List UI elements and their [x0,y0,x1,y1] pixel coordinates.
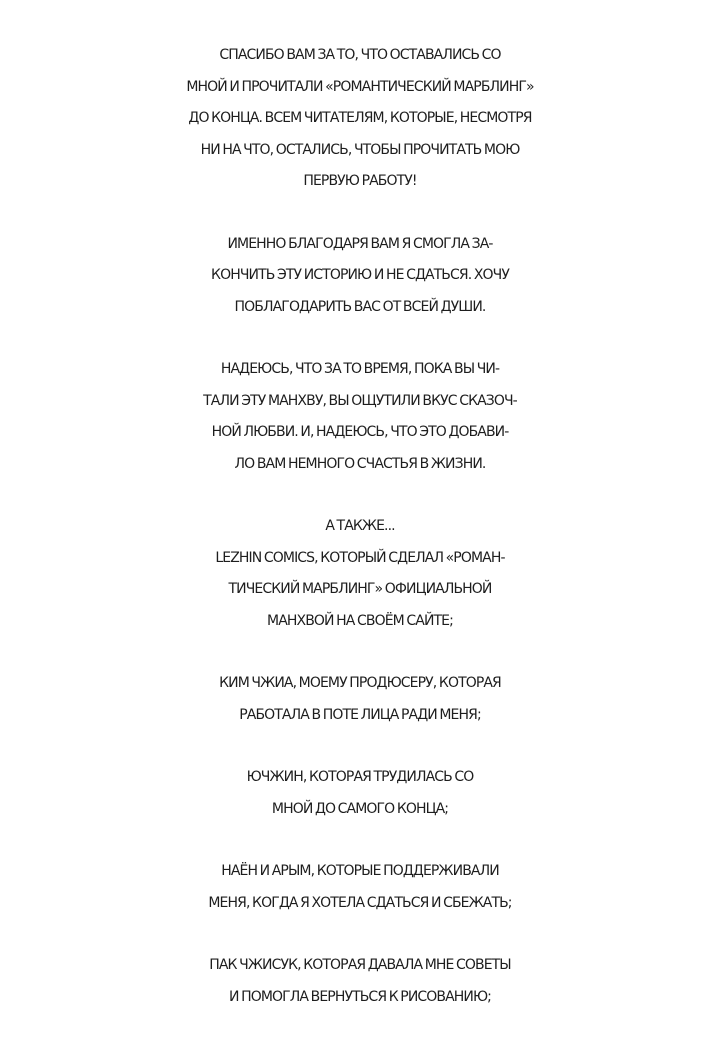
text-line: МЕНЯ, КОГДА Я ХОТЕЛА СДАТЬСЯ И СБЕЖАТЬ; [208,894,512,911]
text-line: НИ НА ЧТО, ОСТАЛИСЬ, ЧТОБЫ ПРОЧИТАТЬ МОЮ [200,141,520,158]
text-line: LEZHIN COMICS, КОТОРЫЙ СДЕЛАЛ «РОМАН- [215,549,505,566]
text-line: НАДЕЮСЬ, ЧТО ЗА ТО ВРЕМЯ, ПОКА ВЫ ЧИ- [220,361,500,377]
text-line: НАЁН И АРЫМ, КОТОРЫЕ ПОДДЕРЖИВАЛИ [221,863,499,879]
paragraph-pak-jisuk [0,950,720,1013]
text-line: РАБОТАЛА В ПОТЕ ЛИЦА РАДИ МЕНЯ; [239,706,481,723]
text-line: И ПОМОГЛА ВЕРНУТЬСЯ К РИСОВАНИЮ; [228,988,492,1005]
text-line: ТИЧЕСКИЙ МАРБЛИНГ» ОФИЦИАЛЬНОЙ [228,581,492,597]
paragraph-yujin [0,762,720,825]
paragraph-gratitude [0,229,720,324]
paragraph-hope [0,354,720,480]
text-line: ТАЛИ ЭТУ МАНХВУ, ВЫ ОЩУТИЛИ ВКУС СКАЗОЧ- [203,392,517,409]
afterword-page [0,40,720,1044]
paragraph-thanks-readers [0,40,720,198]
text-line: ДО КОНЦА. ВСЕМ ЧИТАТЕЛЯМ, КОТОРЫЕ, НЕСМОТРЯ [188,110,532,126]
text-line: КИМ ЧЖИА, МОЕМУ ПРОДЮСЕРУ, КОТОРАЯ [219,675,501,691]
text-line: СПАСИБО ВАМ ЗА ТО, ЧТО ОСТАВАЛИСЬ СО [219,47,501,63]
text-line: ПОБЛАГОДАРИТЬ ВАС ОТ ВСЕЙ ДУШИ. [234,298,486,315]
text-line: МАНХВОЙ НА СВОЁМ САЙТЕ; [267,612,453,629]
text-line: ИМЕННО БЛАГОДАРЯ ВАМ Я СМОГЛА ЗА- [227,235,493,252]
text-line: КОНЧИТЬ ЭТУ ИСТОРИЮ И НЕ СДАТЬСЯ. ХОЧУ [211,267,509,283]
text-line: ПЕРВУЮ РАБОТУ! [303,173,417,189]
paragraph-nayeon-arym [0,856,720,919]
text-line: МНОЙ И ПРОЧИТАЛИ «РОМАНТИЧЕСКИЙ МАРБЛИНГ» [186,78,534,95]
paragraph-producer [0,668,720,731]
text-line: НОЙ ЛЮБВИ. И, НАДЕЮСЬ, ЧТО ЭТО ДОБАВИ- [211,424,509,440]
text-line: А ТАКЖЕ... [325,518,395,534]
text-line: МНОЙ ДО САМОГО КОНЦА; [271,800,449,817]
text-line: ЮЧЖИН, КОТОРАЯ ТРУДИЛАСЬ СО [246,769,474,785]
text-line: ЛО ВАМ НЕМНОГО СЧАСТЬЯ В ЖИЗНИ. [234,455,486,472]
text-line: ПАК ЧЖИСУК, КОТОРАЯ ДАВАЛА МНЕ СОВЕТЫ [209,957,511,973]
paragraph-also-lezhin [0,511,720,637]
